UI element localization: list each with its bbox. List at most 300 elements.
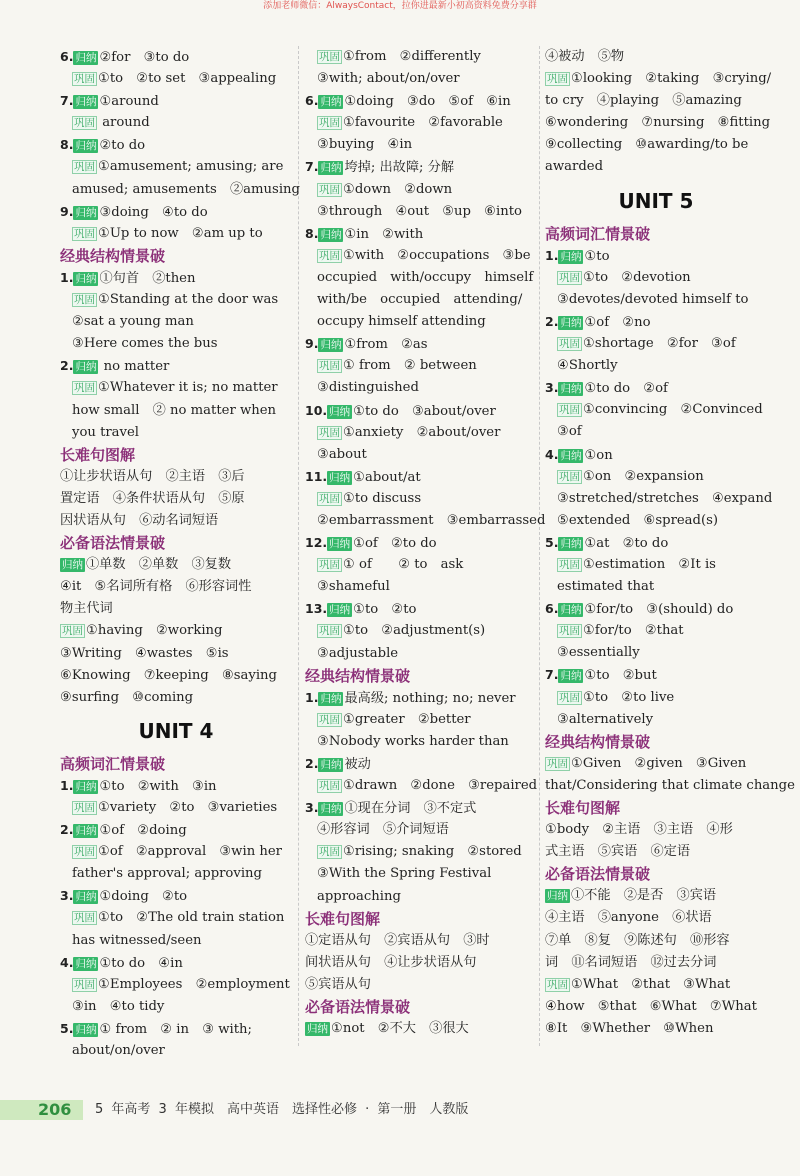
gonggu-tag: 巩固 [74,802,95,814]
answer-line [545,444,767,466]
gonggu-tag: 巩固 [559,338,580,351]
answer-line [60,885,292,907]
answer-text: ①drawn ②done ③repaired [343,778,538,794]
gonggu-tag: 巩固 [74,294,95,307]
item-number: 6. [545,601,559,617]
item-number: 6. [305,93,319,109]
answer-line [305,156,537,178]
answer-text: ①to ②devotion [583,269,691,285]
guina-tag: 归纳 [75,140,97,153]
item-number: 11. [305,468,328,484]
answer-line [60,422,292,444]
answer-line [545,819,767,841]
answer-line [545,576,767,598]
answer-text: ①not ②不大 ③很大 [331,1021,469,1037]
answer-text: ③alternatively [557,711,654,727]
answer-line [305,841,537,863]
answer-text: ①about/at [353,469,421,485]
answer-text: ③adjustable [317,645,399,661]
answer-text: ①on [584,447,613,463]
page-footer [0,1096,800,1122]
section-heading: 经典结构情景破 [60,246,166,265]
answer-line [305,90,537,112]
answer-text: awarded [545,159,604,175]
answer-text: ③about [317,446,367,462]
section-heading: 长难句图解 [60,445,136,464]
answer-text: ③essentially [557,645,640,661]
answer-line [305,643,537,665]
gonggu-tag: 巩固 [559,404,580,417]
answer-line [60,510,292,532]
answer-text: about/on/over [72,1043,165,1059]
gonggu-tag: 巩固 [319,846,340,859]
gonggu-tag: 巩固 [62,625,83,638]
answer-line [545,753,767,775]
answer-text: ①to ②The old train station [98,910,285,926]
item-number: 7. [305,159,319,175]
answer-text: ①to ②but [584,668,657,684]
answer-text: ①amusement; amusing; are [98,159,284,175]
answer-line [305,223,537,245]
answer-line [545,974,767,996]
answer-line [305,422,537,444]
answer-line [545,156,767,178]
answer-text: occupy himself attending [317,314,486,330]
item-number: 2. [60,822,74,838]
answer-line [60,355,292,377]
answer-text: ①现在分词 ③不定式 [344,801,477,817]
item-number: 3. [545,380,559,396]
answer-line [305,863,537,885]
answer-line [60,201,292,223]
unit-title: UNIT 5 [618,188,694,213]
answer-line [60,156,292,178]
answer-text: ①让步状语从句 ②主语 ③后 [60,468,245,484]
answer-text: ①to [584,248,610,264]
answer-text: you travel [72,424,140,440]
answer-text: ②embarrassment ③embarrassed [317,512,546,528]
answer-line [545,885,767,907]
answer-text: ①on ②expansion [583,468,704,484]
answer-text: ①anxiety ②about/over [343,424,501,440]
answer-text: ④it ⑤名词所有格 ⑥形容词性 [60,579,252,595]
answer-line [305,709,537,731]
answer-text: ①of ②approval ③win her [98,844,282,860]
answer-line [305,311,537,333]
answer-line [305,598,537,620]
answer-line [305,377,537,399]
answer-line [545,996,767,1018]
answer-line [305,355,537,377]
answer-text: has witnessed/seen [72,932,202,948]
answer-text: ④Shortly [557,358,618,374]
item-number: 8. [305,225,319,241]
answer-line [545,134,767,156]
answer-text: 被动 [344,757,371,772]
answer-text: ①Whatever it is; no matter [98,380,278,396]
answer-text: ①from ②as [344,337,428,353]
section-heading: 经典结构情景破 [545,732,651,751]
answer-text: ①to ②with ③in [99,778,217,794]
answer-text: ①to ②adjustment(s) [343,623,486,639]
answer-text: ⑨collecting ⑩awarding/to be [545,137,749,153]
item-number: 1. [60,777,74,793]
answer-line [305,620,537,642]
answer-line [60,907,292,929]
book-title: 5 年高考 3 年模拟 高中英语 选择性必修 · 第一册 人教版 [95,1102,469,1117]
answer-text: ③with; about/on/over [317,71,460,87]
answer-text: ③stretched/stretches ④expand [557,490,773,506]
answer-line [60,289,292,311]
answer-line [60,775,292,797]
answer-text: ⑦单 ⑧复 ⑨陈述句 ⑩形容 [545,932,730,948]
answer-line [305,510,546,532]
guina-tag: 归纳 [320,228,342,241]
gonggu-tag: 巩固 [319,713,340,726]
gonggu-tag: 巩固 [319,249,340,262]
answer-text: to cry ④playing ⑤amazing [545,93,742,109]
answer-line [305,46,537,68]
answer-line [305,400,537,422]
answer-line [545,68,772,90]
answer-text: ③of [557,424,582,440]
answer-text: 词 ⑪名词短语 ⑫过去分词 [545,954,717,970]
answer-line [60,930,292,952]
answer-text: ⑥Knowing ⑦keeping ⑧saying [60,667,277,683]
answer-line [305,576,537,598]
answer-text: that/Considering that climate change [545,777,795,793]
guina-tag: 归纳 [560,537,582,550]
column-divider [539,46,540,1046]
section-heading: 必备语法情景破 [60,534,166,553]
answer-line [305,731,537,753]
answer-text: ① from ② in ③ with; [99,1021,252,1037]
answer-line [305,333,537,355]
answer-line [545,687,767,709]
answer-text: 间状语从句 ④让步状语从句 [305,954,477,970]
answer-text: 式主语 ⑤宾语 ⑥定语 [545,844,691,860]
answer-text: ⑨surfing ⑩coming [60,689,194,705]
answer-text: amused; amusements ②amusing [72,181,300,197]
answer-text: ③devotes/devoted himself to [557,291,749,307]
answer-text: 物主代词 [60,601,113,617]
guina-tag: 归纳 [329,405,351,418]
answer-line [60,576,292,598]
item-number: 10. [305,402,328,418]
answer-line [305,444,537,466]
guina-tag: 归纳 [320,759,342,771]
guina-tag: 归纳 [329,471,351,484]
answer-text: ②to do [99,138,146,154]
answer-line [305,952,537,974]
answer-line [305,134,537,156]
answer-line [60,377,292,399]
answer-text: ①Up to now ②am up to [98,225,263,241]
answer-text: ③through ④out ⑤up ⑥into [317,203,522,219]
answer-text: estimated that [557,579,655,595]
answer-text: ②for ③to do [99,50,190,65]
answer-column-3 [545,46,795,1040]
answer-text: occupied with/occupy himself [317,269,534,285]
answer-line [60,620,292,642]
answer-line [60,267,292,289]
answer-text: father's approval; approving [72,866,262,882]
answer-line [60,797,292,819]
answer-text: ③Here comes the bus [72,336,218,352]
answer-text: ①in ②with [344,226,424,242]
answer-line [60,598,292,620]
answer-text: ③in ④to tidy [72,998,165,1014]
answer-text: ①body ②主语 ③主语 ④形 [545,822,733,838]
gonggu-tag: 巩固 [547,73,568,86]
item-number: 8. [60,137,74,153]
answer-line [305,179,537,201]
answer-line [545,399,767,421]
item-number: 1. [60,269,74,285]
gonggu-tag: 巩固 [319,559,340,572]
gonggu-tag: 巩固 [547,978,568,991]
answer-text: ①doing ②to [99,889,188,905]
answer-line [305,68,537,90]
answer-text: ③distinguished [317,380,419,396]
answer-text: ①to do ③about/over [353,403,496,419]
guina-tag: 归纳 [560,604,582,617]
answer-text: ①at ②to do [584,535,669,551]
item-number: 6. [60,49,74,64]
answer-line [305,974,537,996]
answer-line [305,466,537,488]
answer-line [545,907,767,929]
answer-text: how small ② no matter when [72,402,277,418]
guina-tag: 归纳 [560,250,582,263]
answer-text: ①of ②no [584,314,651,330]
answer-line [60,996,292,1018]
answer-text: around [98,115,150,131]
gonggu-tag: 巩固 [559,558,580,571]
gonggu-tag: 巩固 [74,117,95,130]
gonggu-tag: 巩固 [319,117,340,130]
guina-tag: 归纳 [75,957,97,970]
answer-text: ①having ②working [86,623,223,639]
answer-text: ⑥wondering ⑦nursing ⑧fitting [545,115,771,131]
answer-line [545,267,767,289]
guina-tag: 归纳 [547,890,568,903]
item-number: 5. [545,534,559,550]
answer-text: 置定语 ④条件状语从句 ⑤原 [60,490,245,506]
answer-text: ①to discuss [343,490,422,506]
answer-line [545,930,767,952]
guina-tag: 归纳 [62,559,83,572]
answer-text: with/be occupied attending/ [317,292,523,308]
answer-line [545,112,771,134]
answer-text: ① from ② between [343,358,477,374]
answer-text: ①around [99,94,159,110]
answer-line [545,90,767,112]
answer-text: ①with ②occupations ③be [343,247,531,263]
answer-line [305,886,537,908]
answer-line [545,466,767,488]
section-heading: 必备语法情景破 [545,865,651,884]
guina-tag: 归纳 [75,1023,97,1036]
answer-line [305,112,537,134]
answer-column-1 [60,46,300,1062]
gonggu-tag: 巩固 [74,161,95,174]
answer-text: approaching [317,888,401,904]
answer-line [60,863,292,885]
answer-line [60,1040,292,1062]
answer-line [305,201,537,223]
answer-line [305,267,537,289]
answer-text: ① of ② to ask [343,557,464,573]
answer-line [305,1018,537,1040]
answer-line [545,532,767,554]
answer-line [60,466,292,488]
answer-text: ③Writing ④wastes ⑤is [60,645,229,661]
item-number: 2. [305,756,319,771]
answer-line [545,642,767,664]
answer-line [60,134,292,156]
answer-line [60,1018,292,1040]
gonggu-tag: 巩固 [74,846,95,859]
answer-line [545,333,767,355]
answer-line [305,819,537,841]
answer-text: ①Given ②given ③Given [571,755,747,771]
guina-tag: 归纳 [320,803,342,816]
answer-text: ①shortage ②for ③of [583,336,736,352]
answer-line [545,311,767,333]
answer-text: ③With the Spring Festival [317,866,492,882]
answer-text: ①doing ③do ⑤of ⑥in [344,94,511,110]
answer-text: ①to do ②of [584,381,668,397]
answer-line [60,554,292,576]
guina-tag: 归纳 [75,96,97,109]
answer-line [545,355,767,377]
item-number: 9. [60,203,74,219]
answer-text: ④主语 ⑤anyone ⑥状语 [545,910,712,926]
answer-text: 垮掉; 出故障; 分解 [344,160,455,176]
guina-tag: 归纳 [75,361,97,374]
answer-line [545,620,767,642]
answer-text: ①What ②that ③What [571,976,731,992]
section-heading: 高频词汇情景破 [60,754,166,773]
gonggu-tag: 巩固 [319,492,340,505]
answer-text: 因状语从句 ⑥动名词短语 [60,512,219,528]
section-heading: 经典结构情景破 [305,666,411,685]
page-number: 206 [38,1100,72,1119]
answer-line [545,841,767,863]
guina-tag: 归纳 [320,692,342,705]
answer-line [60,952,292,974]
answer-line [60,90,292,112]
watermark-text: 添加老师微信：AlwaysContact，拉你进最新小初高资料免费分享群 [263,1,537,11]
item-number: 12. [305,535,328,551]
answer-text: ①from ②differently [343,49,481,64]
answer-text: ①to ②to [353,602,417,618]
item-number: 13. [305,601,328,617]
item-number: 3. [60,888,74,904]
answer-text: ①variety ②to ③varieties [98,800,278,815]
section-heading: 长难句图解 [545,799,621,817]
answer-text: ①to do ④in [99,955,183,971]
gonggu-tag: 巩固 [559,625,580,638]
answer-text: ①不能 ②是否 ③宾语 [571,888,717,904]
answer-line [60,400,292,422]
answer-line [60,643,292,665]
answer-text: ④形容词 ⑤介词短语 [317,822,449,838]
gonggu-tag: 巩固 [559,271,580,284]
item-number: 1. [545,247,559,263]
guina-tag: 归纳 [75,825,97,838]
answer-line [60,974,292,996]
item-number: 7. [60,93,74,109]
gonggu-tag: 巩固 [74,227,95,240]
answer-text: ①句首 ②then [99,270,196,286]
item-number: 5. [60,1020,74,1036]
gonggu-tag: 巩固 [559,470,580,483]
answer-text: ①定语从句 ②宾语从句 ③时 [305,932,490,948]
answer-line [545,664,767,686]
gonggu-tag: 巩固 [74,73,95,86]
guina-tag: 归纳 [320,339,342,352]
answer-line [545,952,767,974]
answer-line [545,245,767,267]
answer-line [60,687,292,709]
answer-text: ①greater ②better [343,711,471,727]
item-number: 9. [305,336,319,352]
guina-tag: 归纳 [560,316,582,329]
answer-text: ①estimation ②It is [583,556,716,572]
item-number: 3. [305,800,319,816]
unit-title: UNIT 4 [138,718,214,743]
answer-line [545,598,767,620]
gonggu-tag: 巩固 [74,912,95,925]
answer-text: ①looking ②taking ③crying/ [571,71,772,87]
answer-line [60,841,292,863]
answer-line [60,223,292,245]
guina-tag: 归纳 [320,96,342,109]
section-heading: 高频词汇情景破 [545,224,651,243]
gonggu-tag: 巩固 [319,183,340,196]
answer-text: ①down ②down [343,181,453,197]
gonggu-tag: 巩固 [319,360,340,373]
answer-line [60,665,292,687]
guina-tag: 归纳 [560,670,582,683]
answer-line [545,289,767,311]
section-heading: 必备语法情景破 [305,998,411,1017]
answer-line [545,377,767,399]
answer-column-2 [305,46,546,1040]
answer-line [545,775,795,797]
answer-text: ①favourite ②favorable [343,115,503,131]
guina-tag: 归纳 [75,891,97,904]
answer-line [305,532,537,554]
answer-text: ①to ②to set ③appealing [98,71,277,87]
gonggu-tag: 巩固 [319,625,340,638]
answer-line [60,68,292,90]
guina-tag: 归纳 [75,52,97,64]
answer-line [305,687,537,709]
answer-line [545,554,767,576]
answer-line [305,797,537,819]
answer-text: ①Standing at the door was [98,292,279,308]
gonggu-tag: 巩固 [319,51,340,63]
answer-text: ⑤宾语从句 [305,976,371,992]
answer-text: ③buying ④in [317,137,413,153]
guina-tag: 归纳 [320,162,342,175]
answer-line [305,753,537,775]
answer-text: ③Nobody works harder than [317,733,509,749]
gonggu-tag: 巩固 [319,426,340,439]
